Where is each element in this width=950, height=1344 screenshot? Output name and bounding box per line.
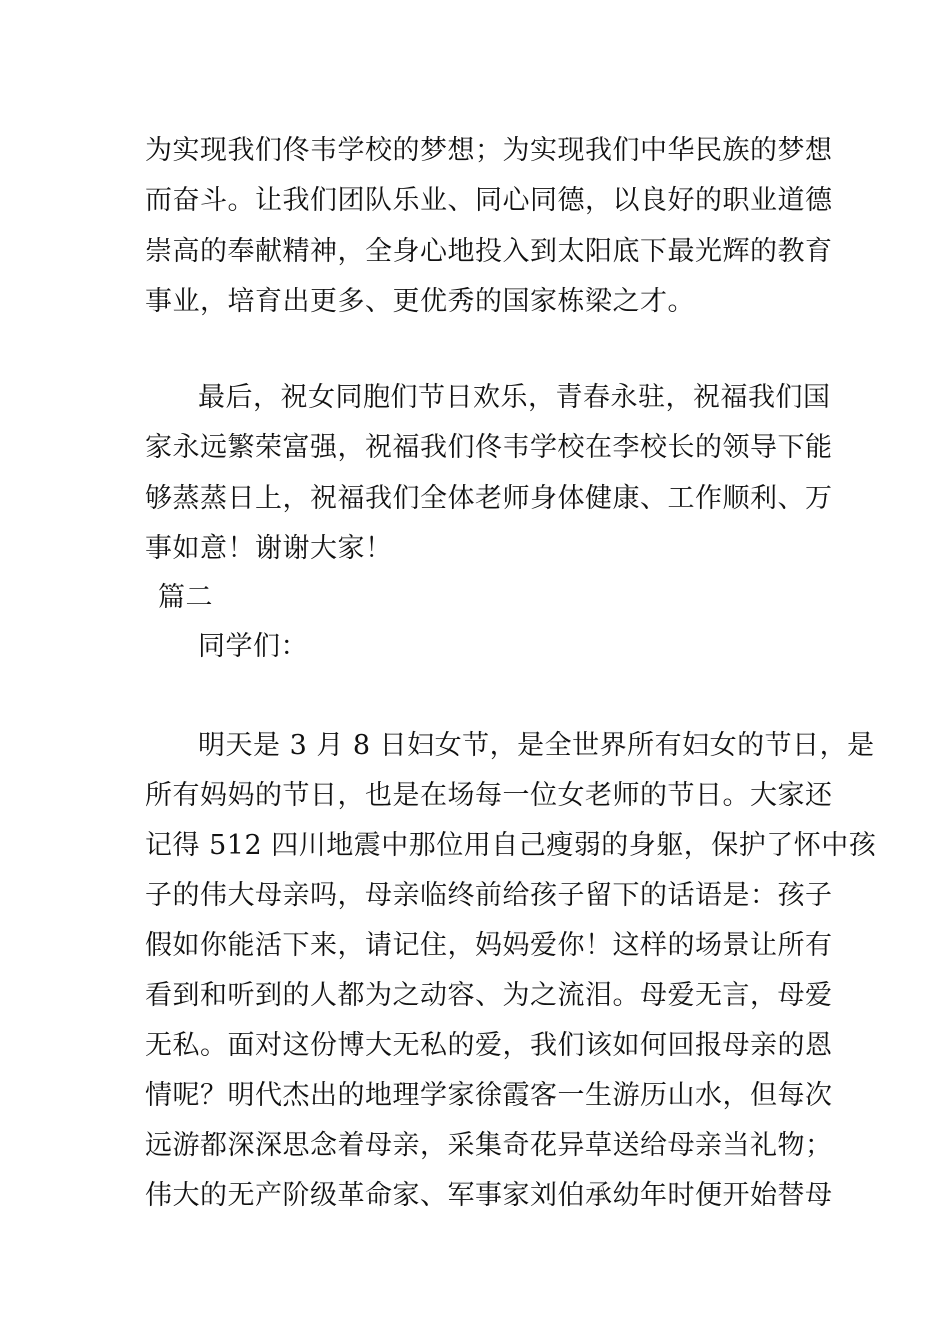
paragraph-line: 事如意！谢谢大家！ — [145, 533, 393, 564]
paragraph-line: 而奋斗。让我们团队乐业、同心同德，以良好的职业道德 — [145, 185, 833, 216]
paragraph-line: 看到和听到的人都为之动容、为之流泪。母爱无言，母爱 — [145, 980, 833, 1011]
paragraph-line: 情呢？明代杰出的地理学家徐霞客一生游历山水，但每次 — [145, 1080, 833, 1111]
paragraph-line: 无私。面对这份博大无私的爱，我们该如何回报母亲的恩 — [145, 1030, 833, 1061]
paragraph-line: 够蒸蒸日上，祝福我们全体老师身体健康、工作顺利、万 — [145, 483, 833, 514]
section-title: 篇二 — [158, 582, 213, 613]
paragraph-line: 事业，培育出更多、更优秀的国家栋梁之才。 — [145, 286, 695, 317]
paragraph-line: 最后，祝女同胞们节日欢乐，青春永驻，祝福我们国 — [198, 382, 831, 413]
paragraph-line: 伟大的无产阶级革命家、军事家刘伯承幼年时便开始替母 — [145, 1180, 833, 1211]
paragraph-line: 家永远繁荣富强，祝福我们佟韦学校在李校长的领导下能 — [145, 432, 833, 463]
paragraph-line: 记得 512 四川地震中那位用自己瘦弱的身躯，保护了怀中孩 — [145, 830, 877, 861]
paragraph-line: 崇高的奉献精神，全身心地投入到太阳底下最光辉的教育 — [145, 236, 833, 267]
paragraph-line: 所有妈妈的节日，也是在场每一位女老师的节日。大家还 — [145, 780, 833, 811]
paragraph-line: 子的伟大母亲吗，母亲临终前给孩子留下的话语是：孩子 — [145, 880, 833, 911]
paragraph-line: 为实现我们佟韦学校的梦想；为实现我们中华民族的梦想 — [145, 135, 833, 166]
salutation: 同学们： — [198, 631, 308, 662]
paragraph-line: 远游都深深思念着母亲，采集奇花异草送给母亲当礼物； — [145, 1130, 833, 1161]
paragraph-line: 假如你能活下来，请记住，妈妈爱你！这样的场景让所有 — [145, 930, 833, 961]
paragraph-line: 明天是 3 月 8 日妇女节，是全世界所有妇女的节日，是 — [198, 730, 875, 761]
